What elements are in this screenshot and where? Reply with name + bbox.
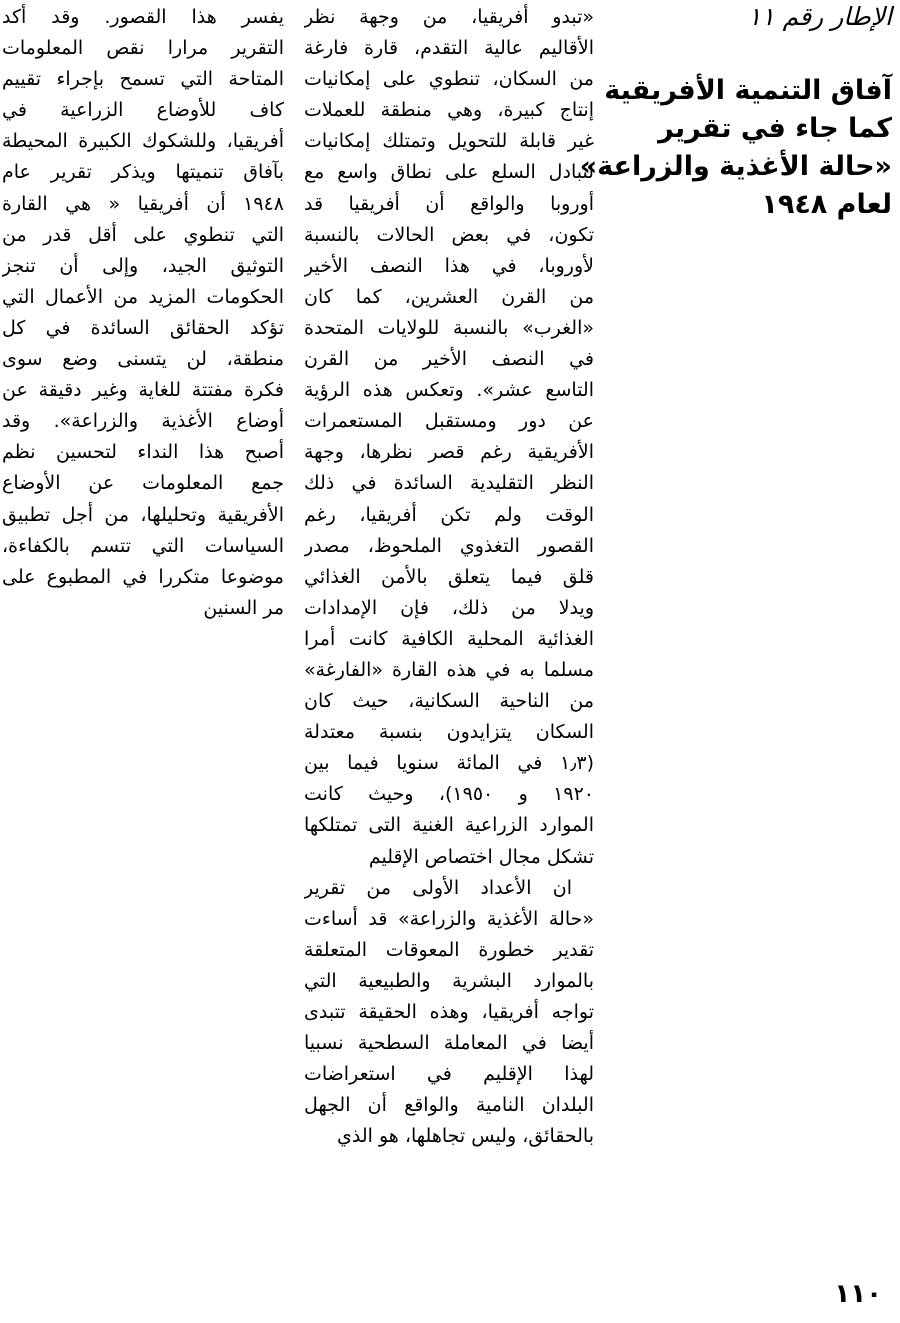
text-line: أوضاع الأغذية والزراعة». وقد bbox=[2, 410, 284, 433]
text-line: من القرن العشرين، كما كان bbox=[304, 285, 594, 308]
text-line: مسلما به في هذه القارة «الفارغة» bbox=[304, 658, 594, 681]
text-line: التاسع عشر». وتعكس هذه الرؤية bbox=[304, 379, 594, 402]
text-line: منطقة، لن يتسنى وضع سوى bbox=[2, 348, 284, 371]
text-line: لهذا الإقليم في استعراضات bbox=[304, 1063, 594, 1086]
text-line: غير قابلة للتحويل وتمتلك إمكانيات bbox=[304, 130, 594, 153]
box-title-line: كما جاء في تقرير bbox=[658, 113, 892, 144]
box-title-line: لعام ١٩٤٨ bbox=[761, 189, 892, 220]
text-line: لأوروبا، في هذا النصف الأخير bbox=[304, 254, 594, 277]
text-line: التقرير مرارا نقص المعلومات bbox=[2, 37, 284, 60]
box-title bbox=[579, 72, 892, 224]
text-line: تؤكد الحقائق السائدة في كل bbox=[2, 316, 284, 339]
text-line: قلق فيما يتعلق بالأمن الغذائي bbox=[304, 565, 594, 588]
text-line: السياسات التي تتسم بالكفاءة، bbox=[2, 534, 284, 557]
text-line: أفريقيا، وللشكوك الكبيرة المحيطة bbox=[2, 130, 284, 153]
text-line: موضوعا متكررا في المطبوع على bbox=[2, 565, 284, 588]
text-line: مر السنين bbox=[203, 596, 284, 619]
text-line: التوثيق الجيد، وإلى أن تنجز bbox=[2, 254, 284, 277]
text-line: تكون، في بعض الحالات بالنسبة bbox=[304, 223, 594, 246]
text-line: تشكل مجال اختصاص الإقليم bbox=[368, 845, 594, 868]
text-line: من السكان، تنطوي على إمكانيات bbox=[304, 68, 594, 91]
text-line: النظر التقليدية السائدة في ذلك bbox=[304, 472, 594, 495]
text-line: بالموارد البشرية والطبيعية التي bbox=[304, 969, 594, 992]
text-line: لتبادل السلع على نطاق واسع مع bbox=[304, 161, 594, 184]
text-line: أصبح هذا النداء لتحسين نظم bbox=[2, 441, 284, 464]
text-line: «تبدو أفريقيا، من وجهة نظر bbox=[304, 6, 594, 28]
text-line: الأفريقية وتحليلها، من أجل تطبيق bbox=[2, 503, 284, 526]
box-title-line: «حالة الأغذية والزراعة» bbox=[579, 151, 892, 182]
text-line: أيضا في المعاملة السطحية نسبيا bbox=[304, 1032, 594, 1055]
text-line: ١٩٢٠ و ١٩٥٠)، وحيث كانت bbox=[304, 783, 594, 806]
text-line: فكرة مفتتة للغاية وغير دقيقة عن bbox=[2, 379, 284, 402]
text-line: الأقاليم عالية التقدم، قارة فارغة bbox=[304, 37, 594, 60]
text-line: الحكومات المزيد من الأعمال التي bbox=[2, 285, 284, 308]
box-title-line: آفاق التنمية الأفريقية bbox=[604, 75, 892, 106]
text-line: تواجه أفريقيا، وهذه الحقيقة تتبدى bbox=[304, 1001, 594, 1023]
page-number: ١١٠ bbox=[834, 1279, 882, 1309]
text-line: «حالة الأغذية والزراعة» قد أساءت bbox=[304, 907, 594, 930]
text-line: ١٩٤٨ أن أفريقيا « هي القارة bbox=[2, 192, 284, 215]
text-line: ويدلا من ذلك، فإن الإمدادات bbox=[304, 596, 594, 619]
text-line: الأفريقية رغم قصر نظرها، وجهة bbox=[304, 441, 594, 464]
text-line: بالحقائق، وليس تجاهلها، هو الذي bbox=[337, 1125, 594, 1148]
text-line: تقدير خطورة المعوقات المتعلقة bbox=[304, 938, 594, 961]
text-line: القصور التغذوي الملحوظ، مصدر bbox=[304, 534, 594, 557]
text-line: المتاحة التي تسمح بإجراء تقييم bbox=[2, 68, 284, 91]
text-line: كاف للأوضاع الزراعية في bbox=[2, 99, 284, 122]
text-line: ان الأعداد الأولى من تقرير bbox=[304, 876, 572, 899]
text-line: عن دور ومستقبل المستعمرات bbox=[304, 410, 594, 433]
text-line: الموارد الزراعية الغنية التى تمتلكها bbox=[304, 814, 594, 837]
box-label: الإطار رقم ١١ bbox=[747, 2, 892, 31]
text-column-left bbox=[2, 2, 284, 624]
text-line: أوروبا والواقع أن أفريقيا قد bbox=[304, 192, 594, 215]
text-line: بآفاق تنميتها ويذكر تقرير عام bbox=[2, 161, 284, 184]
text-line: «الغرب» بالنسبة للولايات المتحدة bbox=[304, 316, 594, 339]
text-line: البلدان النامية والواقع أن الجهل bbox=[304, 1094, 594, 1117]
text-line: الوقت ولم تكن أفريقيا، رغم bbox=[304, 503, 594, 526]
text-line: (١٫٣ في المائة سنويا فيما بين bbox=[304, 752, 594, 775]
text-line: التي تنطوي على أقل قدر من bbox=[2, 223, 284, 246]
text-line: إنتاج كبيرة، وهي منطقة للعملات bbox=[304, 99, 594, 122]
text-line: يفسر هذا القصور. وقد أكد bbox=[2, 6, 284, 28]
text-line: في النصف الأخير من القرن bbox=[304, 348, 594, 371]
text-line: الغذائية المحلية الكافية كانت أمرا bbox=[304, 627, 594, 650]
text-column-middle bbox=[304, 2, 594, 1152]
text-line: السكان يتزايدون بنسبة معتدلة bbox=[304, 721, 594, 744]
text-line: من الناحية السكانية، حيث كان bbox=[304, 690, 594, 713]
text-line: جمع المعلومات عن الأوضاع bbox=[2, 472, 284, 495]
